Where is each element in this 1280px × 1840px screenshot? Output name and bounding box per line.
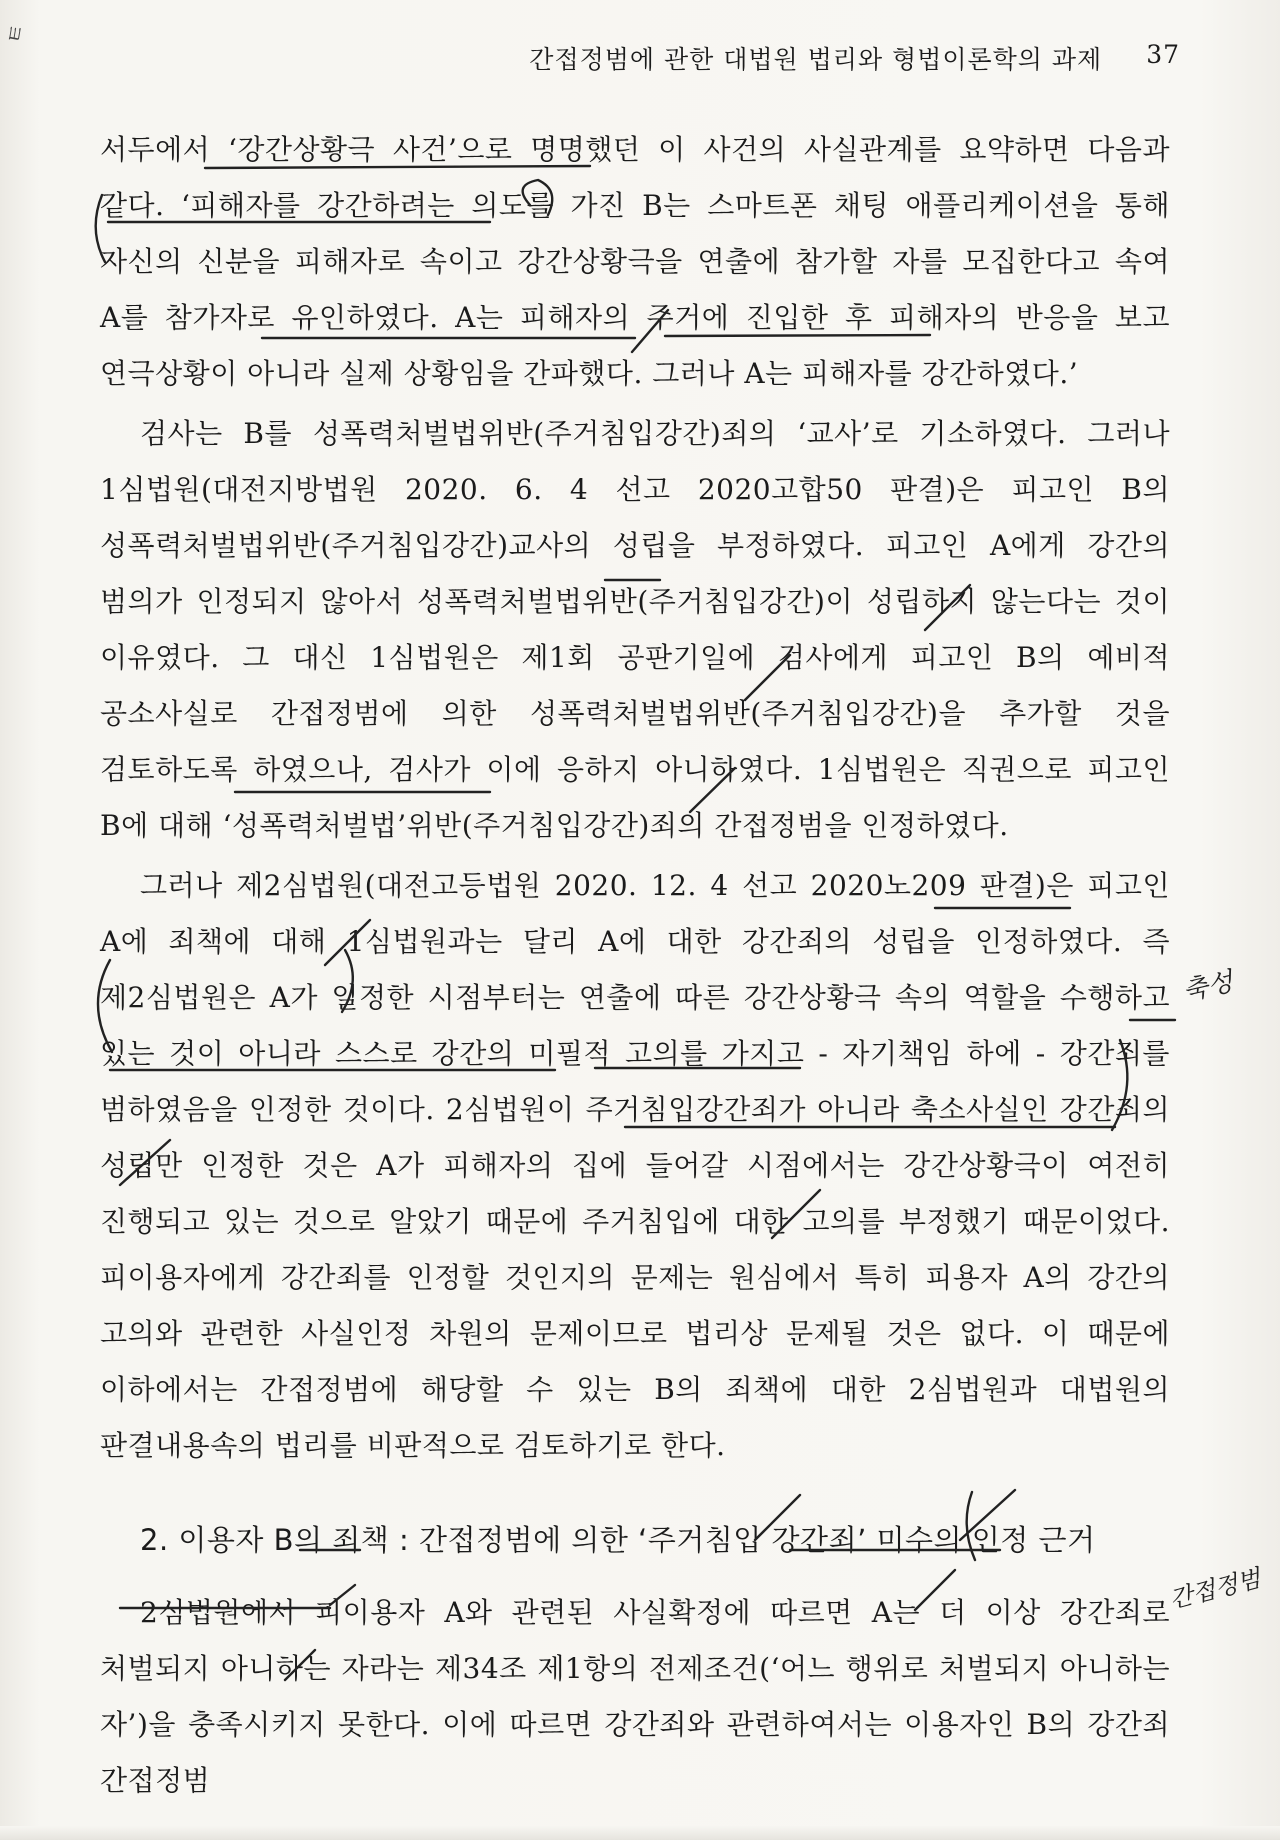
running-header <box>480 40 1180 76</box>
paragraph-first-instance: 검사는 B를 성폭력처벌법위반(주거침입강간)죄의 ‘교사’로 기소하였다. 그러나 1심법원(대전지방법원 2020. 6. 4 선고 2020고합50 판결)은 피고인 B의 성폭력처벌법위반(주거침입강간)교사의 성립을 부정하였다. 피고인 A에게 강간의 범의가 인정되지 않아서 성폭력처벌법위반(주거침입강간)이 성립하지 않는다는 것이 이유였다. 그 대신 1심법원은 제1회 공판기일에 검사에게 피고인 B의 예비적 공소사실로 간접정범에 의한 성폭력처벌법위반(주거침입강간)을 추가할 것을 검토하도록 하였으나, 검사가 이에 응하지 아니하였다. 1심법원은 직권으로 피고인 B에 대해 ‘성폭력처벌법’위반(주거침입강간)죄의 간접정범을 인정하였다. <box>100 417 1170 842</box>
section-heading: 2. 이용자 B의 죄책 : 간접정범에 의한 ‘주거침입 강간죄’ 미수의 인정 근거 <box>140 1523 1096 1557</box>
paragraph-section-2: 2심법원에서 피이용자 A와 관련된 사실확정에 따르면 A는 더 이상 강간죄로 처벌되지 아니하는 자라는 제34조 제1항의 전제조건(‘어느 행위로 처벌되지 아니하는 자’)을 충족시키지 못한다. 이에 따르면 강간죄와 관련하여서는 이용자인 B의 강간죄 간접정범 <box>100 1596 1170 1797</box>
page-number: 37 <box>1146 40 1180 69</box>
margin-note-2: 간접정범 <box>1166 1564 1264 1614</box>
paragraph-second-instance: 그러나 제2심법원(대전고등법원 2020. 12. 4 선고 2020노209 판결)은 피고인 A에 죄책에 대해 1심법원과는 달리 A에 대한 강간죄의 성립을 인정하였다. 즉 제2심법원은 A가 일정한 시점부터는 연출에 따른 강간상황극 속의 역할을 수행하고 있는 것이 아니라 스스로 강간의 미필적 고의를 가지고 - 자기책임 하에 - 강간죄를 범하였음을 인정한 것이다. 2심법원이 주거침입강간죄가 아니라 축소사실인 강간죄의 성립만 인정한 것은 A가 피해자의 집에 들어갈 시점에서는 강간상황극이 여전히 진행되고 있는 것으로 알았기 때문에 주거침입에 대한 고의를 부정했기 때문이었다. 피이용자에게 강간죄를 인정할 것인지의 문제는 원심에서 특히 피용자 A의 강간의 고의와 관련한 사실인정 차원의 문제이므로 법리상 문제될 것은 없다. 이 때문에 이하에서는 간접정범에 해당할 수 있는 B의 죄책에 대한 2심법원과 대법원의 판결내용속의 법리를 비판적으로 검토하기로 한다. <box>100 869 1170 1462</box>
page-bottom-edge <box>0 1826 1280 1840</box>
margin-edge-mark: ㅌ <box>2 21 31 47</box>
paragraph-facts: 서두에서 ‘강간상황극 사건’으로 명명했던 이 사건의 사실관계를 요약하면 다음과 같다. ‘피해자를 강간하려는 의도를 가진 B는 스마트폰 채팅 애플리케이션을 통해 자신의 신분을 피해자로 속이고 강간상황극을 연출에 참가할 자를 모집한다고 속여 A를 참가자로 유인하였다. A는 피해자의 주거에 진입한 후 피해자의 반응을 보고 연극상황이 아니라 실제 상황임을 간파했다. 그러나 A는 피해자를 강간하였다.’ <box>100 133 1170 390</box>
margin-note-1: 축성 <box>1180 967 1236 1007</box>
running-title: 간접정범에 관한 대법원 법리와 형법이론학의 과제 <box>529 45 1103 74</box>
body-text <box>100 122 1170 1809</box>
